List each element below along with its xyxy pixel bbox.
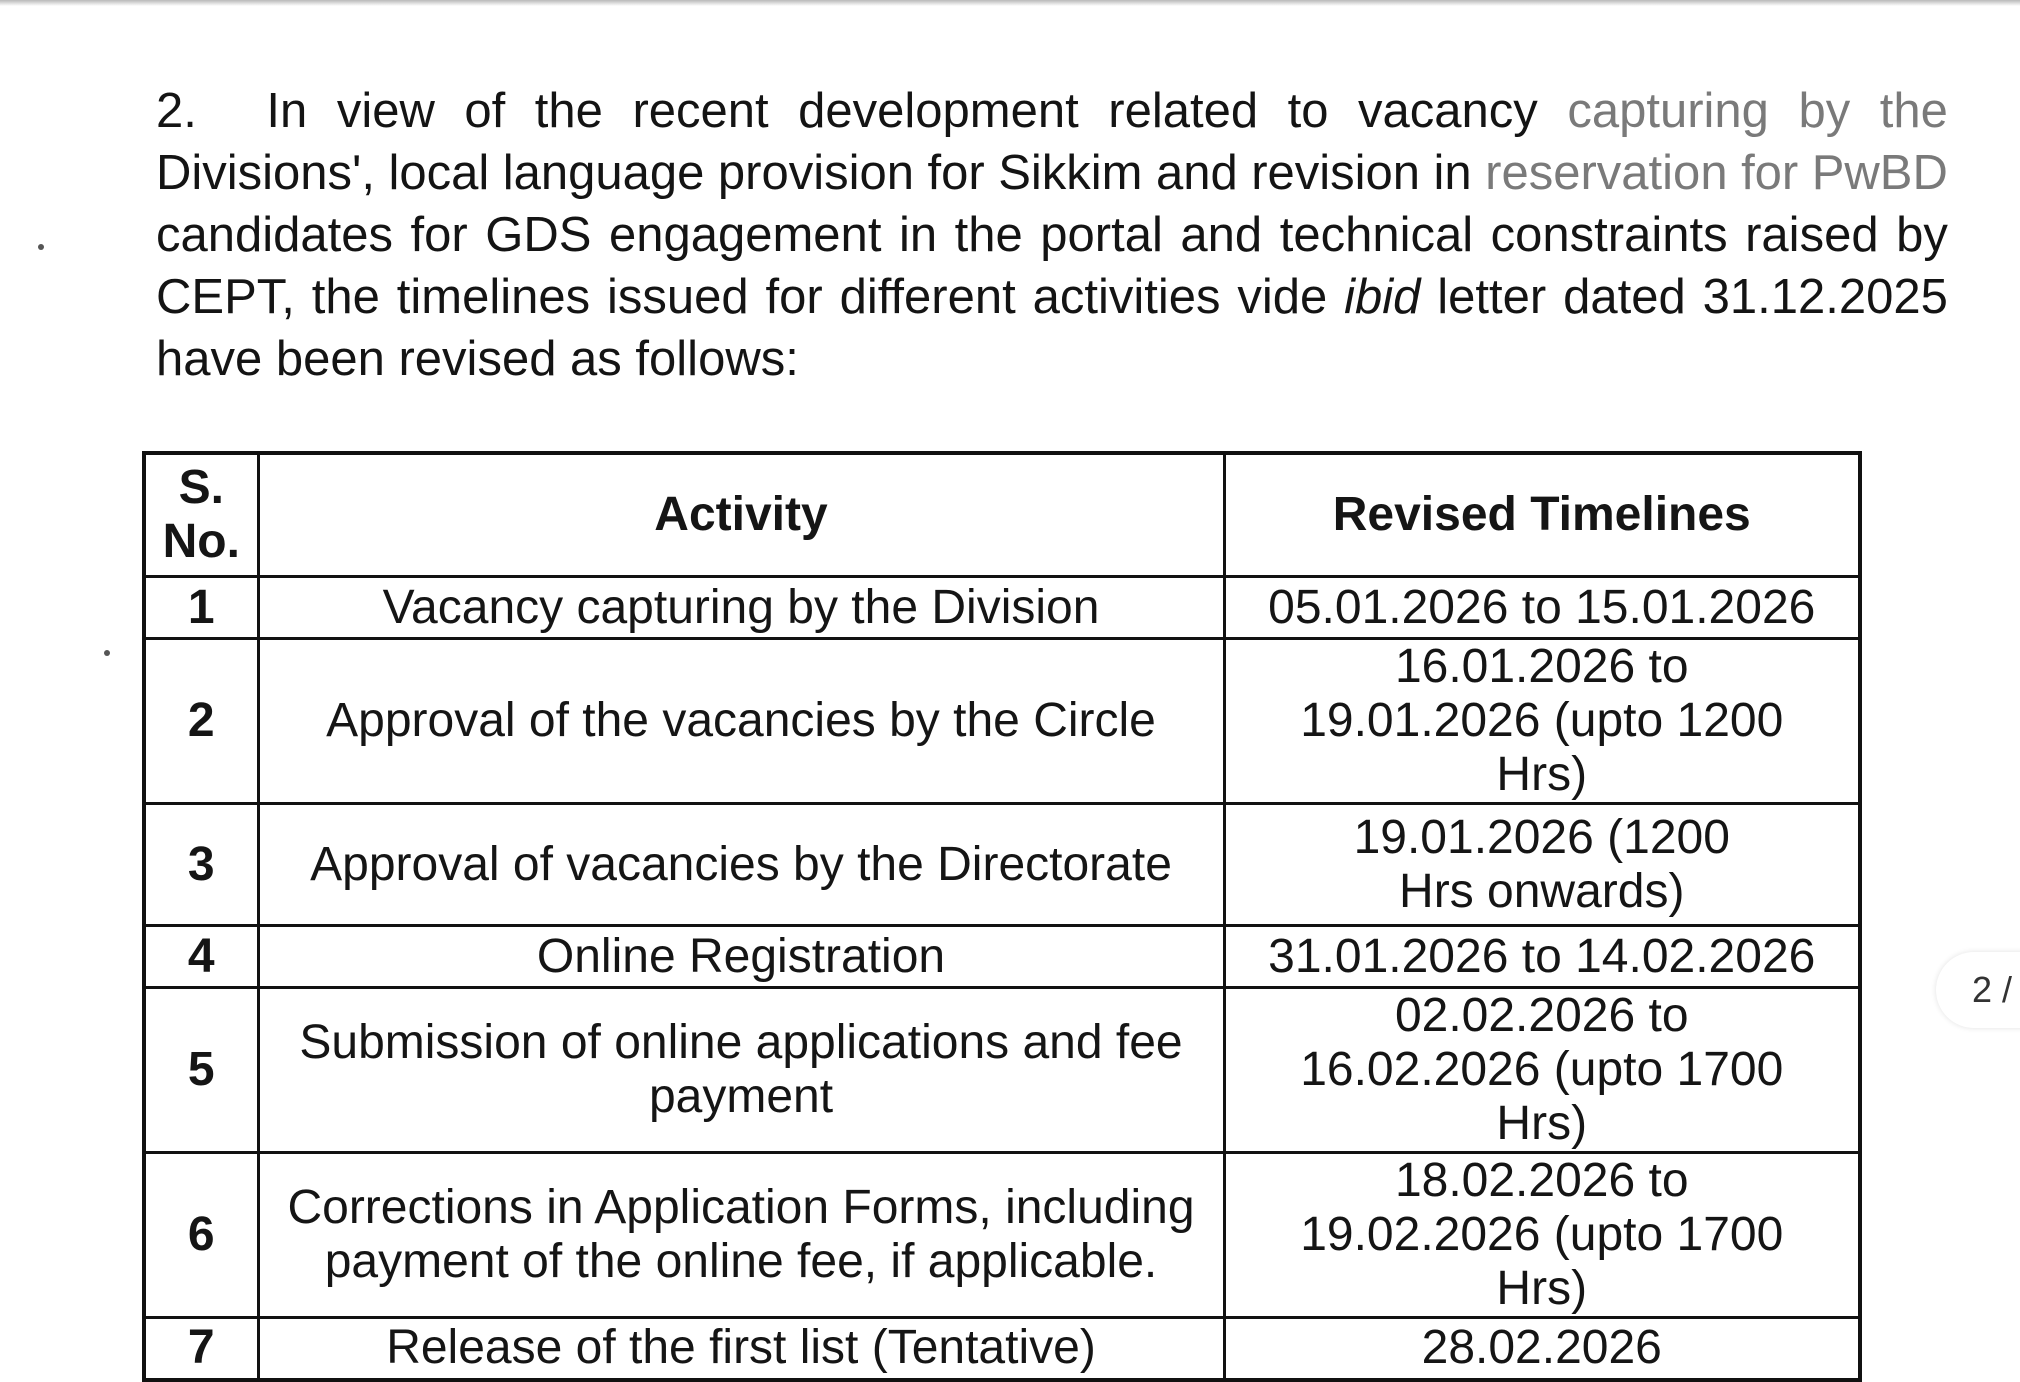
cell-activity: Approval of vacancies by the Directorate: [258, 804, 1224, 926]
word: dated: [1563, 270, 1686, 324]
word: by: [1798, 84, 1851, 138]
scan-speck: [38, 244, 44, 250]
page-indicator[interactable]: 2 /: [1936, 952, 2020, 1028]
table-row: [144, 577, 1860, 639]
word: development: [798, 84, 1079, 138]
scan-speck: [104, 650, 110, 656]
cell-sno: 4: [144, 926, 258, 988]
word: for: [410, 208, 468, 262]
word: in: [1433, 146, 1472, 200]
cell-activity: Online Registration: [258, 926, 1224, 988]
word: Sikkim: [998, 146, 1143, 200]
paragraph-line-3: [156, 204, 1948, 266]
cell-activity: Release of the first list (Tentative): [258, 1318, 1224, 1380]
cell-timeline: 02.02.2026 to 16.02.2026 (upto 1700 Hrs): [1224, 988, 1860, 1153]
word: the: [954, 208, 1023, 262]
cell-sno: 1: [144, 577, 258, 639]
word: language: [502, 146, 705, 200]
word-italic: ibid: [1344, 270, 1421, 324]
word: for: [927, 146, 985, 200]
word: vide: [1237, 270, 1328, 324]
word: engagement: [608, 208, 882, 262]
word: view: [336, 84, 435, 138]
table-row: [144, 988, 1860, 1153]
table-row: [144, 1318, 1860, 1380]
word: revision: [1251, 146, 1421, 200]
word: for: [765, 270, 823, 324]
word: for: [1741, 146, 1799, 200]
word: of: [464, 84, 506, 138]
word: local: [388, 146, 490, 200]
paragraph-number: 2.: [156, 84, 197, 138]
date: 31.12.2025: [1702, 270, 1948, 324]
cell-activity: Vacancy capturing by the Division: [258, 577, 1224, 639]
paragraph-line-5: [156, 328, 1948, 390]
cell-sno: 5: [144, 988, 258, 1153]
word: issued: [606, 270, 749, 324]
paragraph-line-4: [156, 266, 1948, 328]
word: reservation: [1485, 146, 1728, 200]
word: raised: [1745, 208, 1879, 262]
word: In: [266, 84, 308, 138]
table-row: [144, 1153, 1860, 1318]
word: candidates: [156, 208, 394, 262]
cell-sno: 2: [144, 639, 258, 804]
word: by: [1896, 208, 1948, 262]
word: related: [1108, 84, 1259, 138]
word: CEPT,: [156, 270, 295, 324]
word: activities: [1032, 270, 1221, 324]
word: timelines: [396, 270, 591, 324]
cell-activity: Submission of online applications and fee payment: [258, 988, 1224, 1153]
header-activity: Activity: [258, 453, 1224, 577]
word: different: [839, 270, 1016, 324]
word: portal: [1040, 208, 1163, 262]
cell-sno: 3: [144, 804, 258, 926]
word: the: [1879, 84, 1948, 138]
word: provision: [717, 146, 915, 200]
paragraph-line-2: [156, 142, 1948, 204]
word: technical: [1279, 208, 1474, 262]
word: capturing: [1567, 84, 1769, 138]
cell-timeline: 16.01.2026 to 19.01.2026 (upto 1200 Hrs): [1224, 639, 1860, 804]
word: PwBD: [1811, 146, 1948, 200]
cell-timeline: 31.01.2026 to 14.02.2026: [1224, 926, 1860, 988]
word: and: [1180, 208, 1263, 262]
word: constraints: [1490, 208, 1728, 262]
viewer-top-edge: [0, 0, 2020, 6]
word: letter: [1437, 270, 1547, 324]
cell-activity: Corrections in Application Forms, including payment of the online fee, if applicable.: [258, 1153, 1224, 1318]
paragraph-text: have been revised as follows:: [156, 332, 799, 386]
table-row: [144, 926, 1860, 988]
cell-timeline: 18.02.2026 to 19.02.2026 (upto 1700 Hrs): [1224, 1153, 1860, 1318]
word: vacancy: [1358, 84, 1538, 138]
header-sno: S. No.: [144, 453, 258, 577]
word: Divisions',: [156, 146, 376, 200]
word: recent: [632, 84, 769, 138]
table-row: [144, 639, 1860, 804]
cell-activity: Approval of the vacancies by the Circle: [258, 639, 1224, 804]
cell-timeline: 05.01.2026 to 15.01.2026: [1224, 577, 1860, 639]
word: the: [311, 270, 380, 324]
cell-timeline: 19.01.2026 (1200 Hrs onwards): [1224, 804, 1860, 926]
paragraph-2: [156, 80, 1948, 390]
cell-timeline: 28.02.2026: [1224, 1318, 1860, 1380]
word: in: [898, 208, 938, 262]
word: and: [1155, 146, 1238, 200]
revised-timelines-table: [142, 451, 1862, 1382]
word: GDS: [485, 208, 592, 262]
cell-sno: 6: [144, 1153, 258, 1318]
word: to: [1287, 84, 1329, 138]
cell-sno: 7: [144, 1318, 258, 1380]
table-row: [144, 804, 1860, 926]
header-timelines: Revised Timelines: [1224, 453, 1860, 577]
paragraph-line-1: [156, 80, 1948, 142]
table-header-row: [144, 453, 1860, 577]
word: the: [534, 84, 603, 138]
